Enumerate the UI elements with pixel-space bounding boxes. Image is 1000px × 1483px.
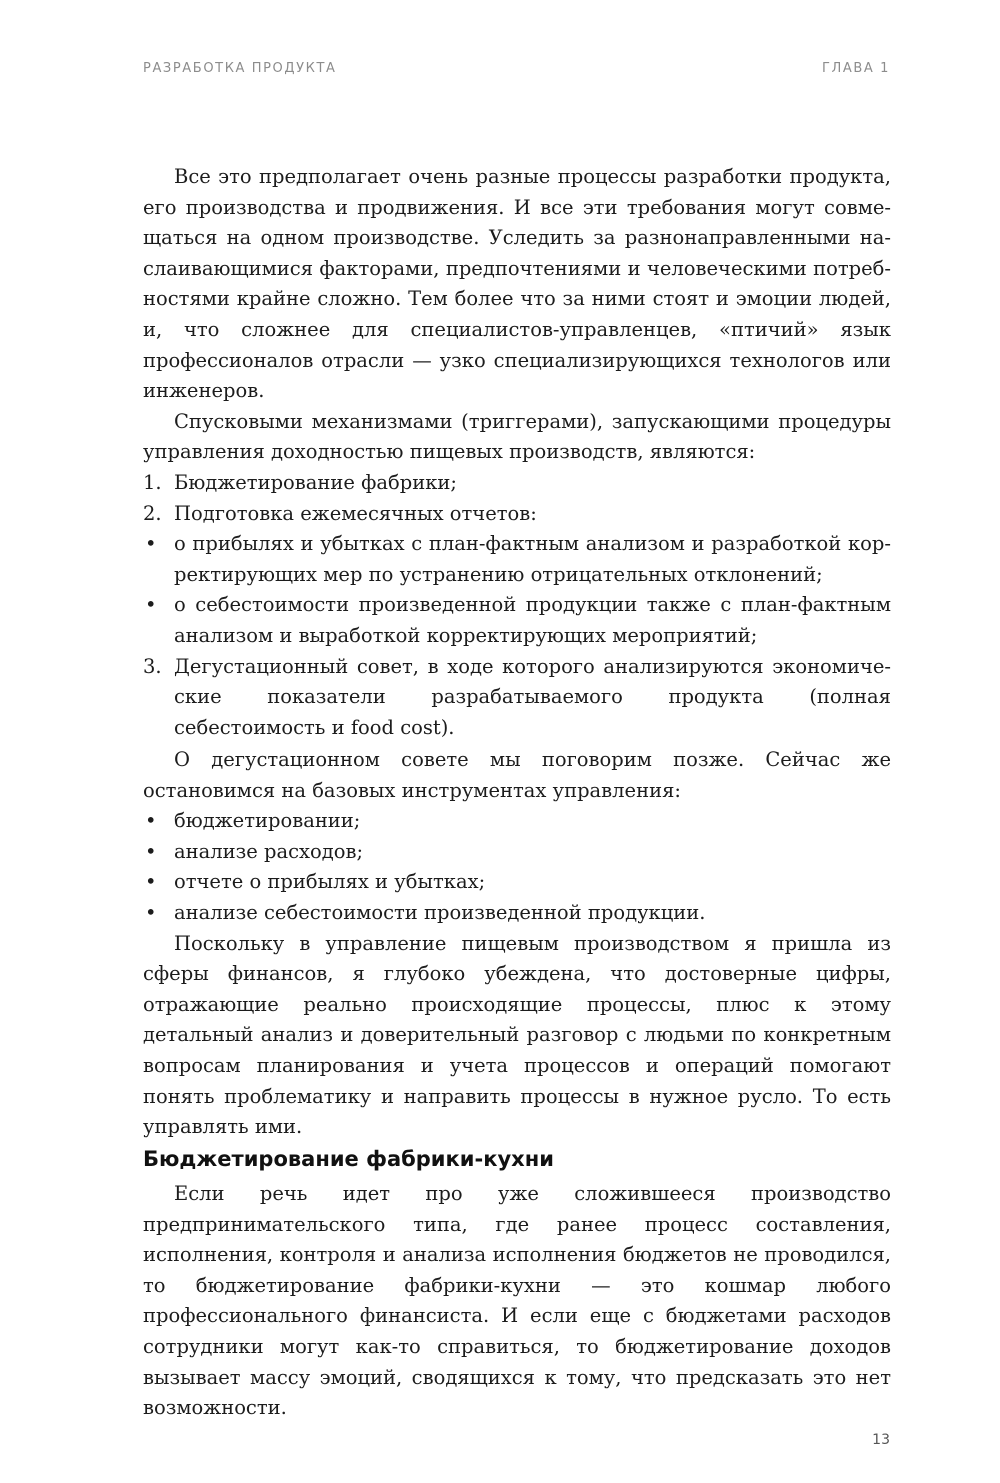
list-number: 1. [143,470,162,494]
bullet-list [143,806,891,928]
paragraph: Поскольку в управление пищевым производством я пришла из сферы финансов, я глубоко убеждена, что достоверные цифры, отражающие реально происходящие процессы, плюс к этому детальный анализ и доверительный разговор с людьми по конкретным вопросам планирования и учета процессов и операций помогают понять проблематику и направить процессы в нужное русло. То есть управлять ими. [143,931,891,1139]
bullet-icon: • [145,809,157,833]
list-item [143,590,891,651]
paragraph: Все это предполагает очень разные процессы разработки продукта, его производства и продвижения. И все эти требования могут совмещаться на одном производстве. Уследить за разнонаправленными наслаивающимися факторами, предпочтениями и человеческими потребностями крайне сложно. Тем более что за ними стоят и эмоции людей, и, что сложнее для специалистов-управленцев, «птичий» язык профессионалов отрасли — узко специализирующихся технологов или инженеров. [143,165,891,403]
list-item [143,652,891,744]
running-head-chapter: ГЛАВА 1 [821,61,890,76]
list-item [143,529,891,590]
bullet-icon: • [145,839,157,863]
paragraph: Если речь идет про уже сложившееся производство предпринимательского типа, где ранее процесс составления, исполнения, контроля и анализа исполнения бюджетов не проводился, то бюджетирование фабрики-кухни — это кошмар любого профессионального финансиста. И если еще с бюджетами расходов сотрудники могут как-то справиться, то бюджетирование доходов вызывает массу эмоций, сводящихся к тому, что предсказать это нет возможности. [143,1182,891,1420]
bullet-icon: • [145,593,157,617]
list-item-text: анализе себестоимости произведенной продукции. [174,900,706,924]
page-number: 13 [872,1432,890,1448]
list-item-text: Бюджетирование фабрики; [174,470,457,494]
list-item-text: бюджетировании; [174,809,361,833]
list-item [143,806,891,837]
list-item [143,837,891,868]
list-item-text: отчете о прибылях и убытках; [174,870,486,894]
numbered-list [143,652,891,744]
bullet-icon: • [145,870,157,894]
list-number: 3. [143,654,162,678]
list-number: 2. [143,501,162,525]
paragraph: О дегустационном совете мы поговорим позже. Сейчас же остановимся на базовых инструментах управления: [143,748,891,802]
list-item-text: Подготовка ежемесячных отчетов: [174,501,537,525]
list-item-text: о прибылях и убытках с план-фактным анализом и разработкой корректирующих мер по устранению отрицательных отклонений; [174,532,891,586]
running-head-title: РАЗРАБОТКА ПРОДУКТА [143,61,337,76]
bullet-icon: • [145,532,157,556]
list-item [143,898,891,929]
list-item-text: анализе расходов; [174,839,364,863]
list-item [143,499,891,530]
bullet-icon: • [145,900,157,924]
section-heading: Бюджетирование фабрики-кухни [143,1147,554,1171]
list-item [143,468,891,499]
list-item-text: Дегустационный совет, в ходе которого анализируются экономические показатели разрабатываемого продукта (полная себестоимость и food cost). [174,654,891,739]
text-block-intro [143,162,891,743]
list-item [143,867,891,898]
list-item-text: о себестоимости произведенной продукции также с план-фактным анализом и выработкой корректирующих мероприятий; [174,593,891,647]
numbered-list [143,468,891,529]
text-block-budgeting [143,1179,891,1424]
bullet-list [143,529,891,651]
text-block-tools [143,745,891,1143]
paragraph: Спусковыми механизмами (триггерами), запускающими процедуры управления доходностью пищевых производств, являются: [143,409,891,464]
